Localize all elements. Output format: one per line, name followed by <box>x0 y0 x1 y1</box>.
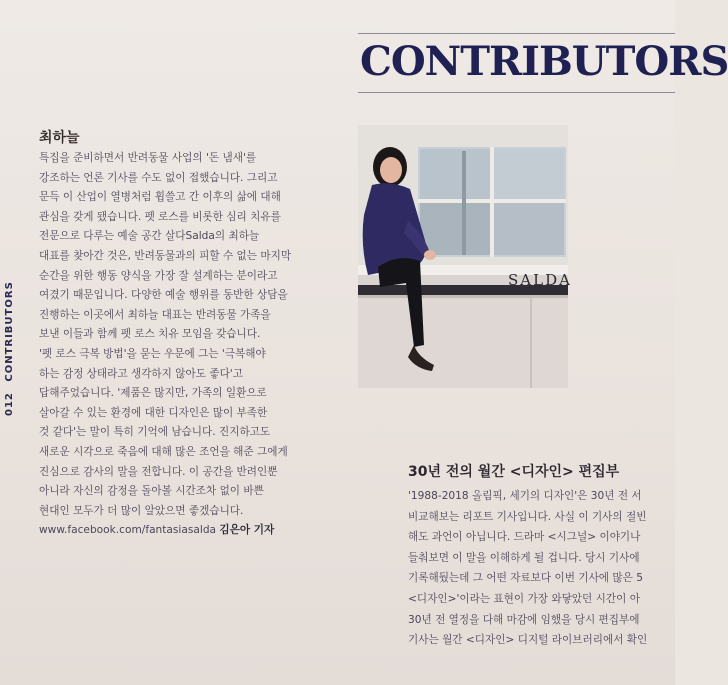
bio-line: 순간을 위한 행동 양식을 가장 잘 설계하는 분이라고 <box>39 269 278 282</box>
bio-url-line <box>39 521 339 541</box>
article-body <box>408 486 675 651</box>
reporter-byline: 김은아 기자 <box>219 524 275 537</box>
bio-line: 새로운 시각으로 죽음에 대해 많은 조언을 해준 그에게 <box>39 445 288 458</box>
page-title: CONTRIBUTORS <box>360 38 728 85</box>
article-line: 30년 전 열정을 다해 마감에 임했을 당시 편집부에 <box>408 613 640 626</box>
side-running-label <box>4 281 15 416</box>
contributor-name: 최하늘 <box>39 130 80 146</box>
bio-line: 아니라 자신의 감정을 돌아볼 시간조차 없이 바쁜 <box>39 485 264 498</box>
bio-line: 현대인 모두가 더 많이 알았으면 좋겠습니다. <box>39 504 244 517</box>
article-line: <디자인>'이라는 표현이 가장 와닿았던 시간이 아 <box>408 592 640 605</box>
article-line: 해도 과언이 아닙니다. 드라마 <시그널> 이야기나 <box>408 531 641 544</box>
bio-line: 답해주었습니다. '제품은 많지만, 가족의 일환으로 <box>39 387 267 400</box>
contributor-photo <box>358 125 572 388</box>
photo-illustration <box>358 125 572 388</box>
article-line: 비교해보는 리포트 기사입니다. 사실 이 기사의 절빈 <box>408 510 647 523</box>
header-rule-top <box>358 33 675 34</box>
bio-line: 보낸 이들과 함께 펫 로스 치유 모임을 갖습니다. <box>39 328 261 341</box>
bio-line: 진행하는 이곳에서 최하늘 대표는 반려동물 가족을 <box>39 308 271 321</box>
bio-line: 문득 이 산업이 열병처럼 휩쓸고 간 이후의 삶에 대해 <box>39 191 281 204</box>
contributor-url[interactable]: www.facebook.com/fantasiasalda <box>39 524 217 537</box>
bio-line: 살아갈 수 있는 환경에 대한 디자인은 많이 부족한 <box>39 406 268 419</box>
bio-line: 대표를 찾아간 것은, 반려동물과의 피할 수 없는 마지막 <box>39 249 292 262</box>
contributor-bio <box>39 149 339 541</box>
bio-line: 관심을 갖게 됐습니다. 펫 로스를 비롯한 심리 치유를 <box>39 210 281 223</box>
bio-line: 하는 감정 상태라고 생각하지 않아도 좋다'고 <box>39 367 243 380</box>
article-title: 30년 전의 월간 <디자인> 편집부 <box>408 464 620 480</box>
bio-line: 진심으로 감사의 말을 전합니다. 이 공간을 반려인뿐 <box>39 465 278 478</box>
bio-line: 특집을 준비하면서 반려동물 사업의 '돈 냄새'를 <box>39 152 257 164</box>
article-line: 기사는 월간 <디자인> 디지털 라이브러리에서 확인 <box>408 634 648 647</box>
bio-line: 것 같다'는 말이 특히 기억에 남습니다. 진지하고도 <box>39 426 271 439</box>
bio-line: '펫 로스 극복 방법'을 묻는 우문에 그는 '극복해야 <box>39 347 266 360</box>
article-line: 기록해뒀는데 그 어떤 자료보다 이번 기사에 많은 5 <box>408 572 643 585</box>
bio-line: 전문으로 다루는 예술 공간 살다Salda의 최하늘 <box>39 230 260 243</box>
bio-line: 여겼기 때문입니다. 다양한 예술 행위를 동반한 상담을 <box>39 289 288 302</box>
section-label: CONTRIBUTORS <box>4 281 15 382</box>
page-number: 012 <box>4 392 15 416</box>
header-rule-bottom <box>358 92 675 93</box>
bio-line: 강조하는 언론 기사를 수도 없이 접했습니다. 그리고 <box>39 171 278 184</box>
article-line: '1988-2018 올림픽, 세기의 디자인'은 30년 전 서 <box>408 490 642 502</box>
article-line: 들춰보면 이 말을 이해하게 될 겁니다. 당시 기사에 <box>408 551 640 564</box>
svg-text:SALDA: SALDA <box>508 271 572 289</box>
